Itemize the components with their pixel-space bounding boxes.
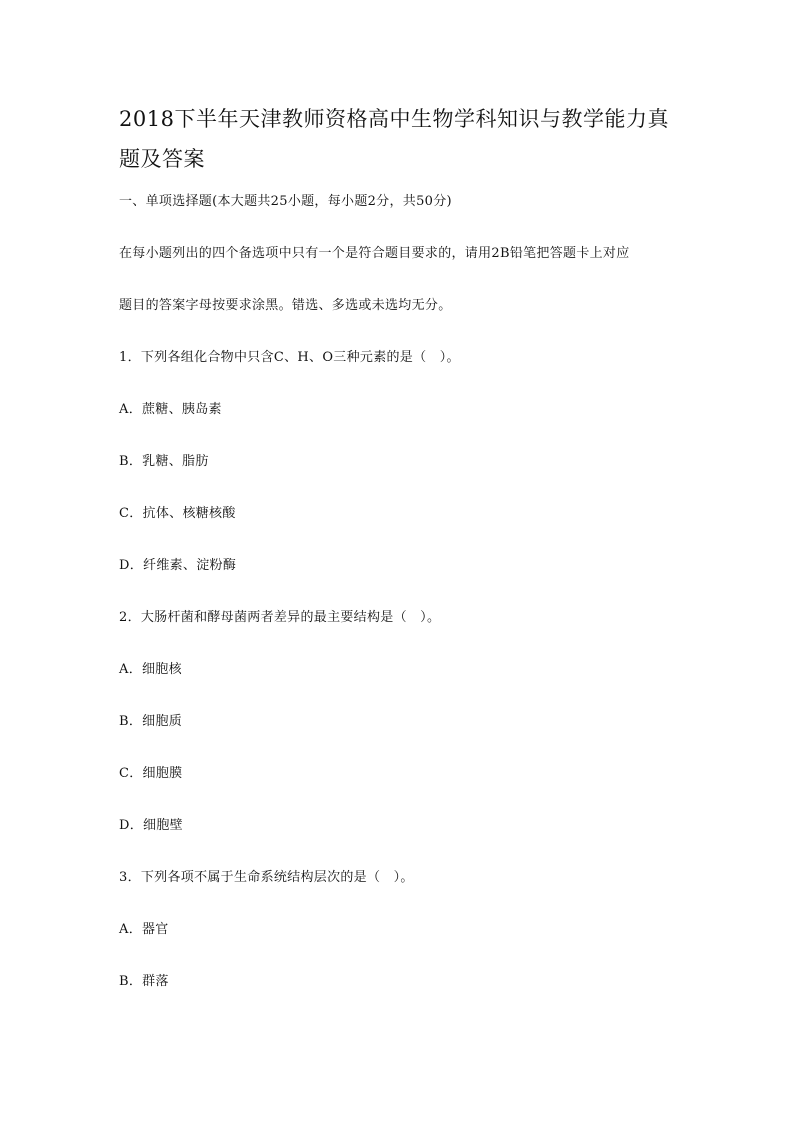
instructions-line-1: 在每小题列出的四个备选项中只有一个是符合题目要求的，请用2B铅笔把答题卡上对应	[119, 246, 630, 261]
question-2-option-b: B．细胞质	[119, 714, 183, 729]
question-3-stem: 3．下列各项不属于生命系统结构层次的是（ ）。	[119, 870, 414, 885]
question-1-option-d: D．纤维素、淀粉酶	[119, 558, 237, 573]
instructions-line-2: 题目的答案字母按要求涂黑。错选、多选或未选均无分。	[119, 298, 452, 313]
document-title-line-2: 题及答案	[119, 147, 205, 171]
question-1-stem: 1．下列各组化合物中只含C、H、O三种元素的是（ ）。	[119, 350, 460, 365]
question-3-option-a: A．器官	[119, 922, 169, 937]
document-title-line-1: 2018下半年天津教师资格高中生物学科知识与教学能力真	[119, 107, 669, 131]
question-1-option-c: C．抗体、核糖核酸	[119, 506, 236, 521]
question-2-option-d: D．细胞壁	[119, 818, 183, 833]
question-2-stem: 2．大肠杆菌和酵母菌两者差异的最主要结构是（ ）。	[119, 610, 441, 625]
question-2-option-a: A．细胞核	[119, 662, 182, 677]
question-3-option-b: B．群落	[119, 974, 169, 989]
question-1-option-a: A．蔗糖、胰岛素	[119, 402, 222, 417]
section-heading: 一、单项选择题(本大题共25小题，每小题2分，共50分)	[119, 194, 452, 209]
question-1-option-b: B．乳糖、脂肪	[119, 454, 209, 469]
question-2-option-c: C．细胞膜	[119, 766, 183, 781]
